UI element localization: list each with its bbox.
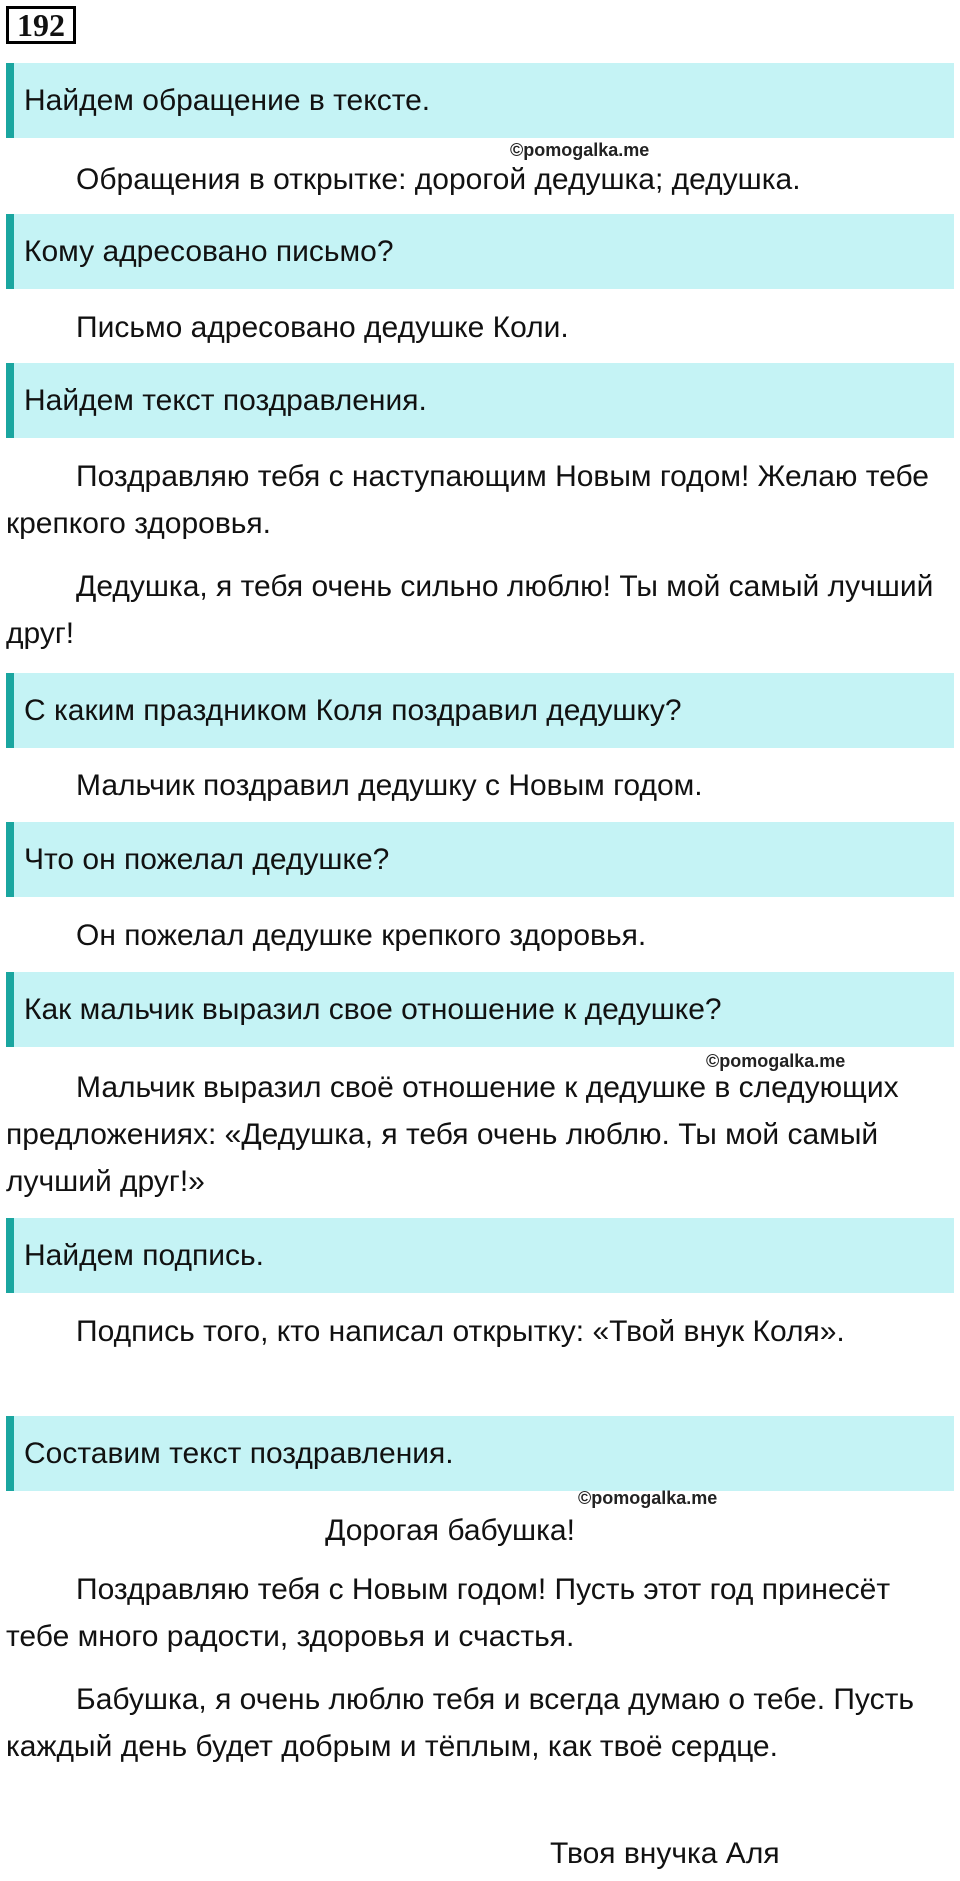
question-3: Найдем текст поздравления. <box>6 363 954 438</box>
task-number: 192 <box>6 6 76 44</box>
answer-4: Мальчик поздравил дедушку с Новым годом. <box>76 769 703 802</box>
answer-3a: Поздравляю тебя с наступающим Новым годом! Желаю тебе крепкого здоровья. <box>6 460 929 540</box>
question-2: Кому адресовано письмо? <box>6 214 954 289</box>
answer-6: Мальчик выразил своё отношение к дедушке в следующих предложениях: «Дедушка, я тебя очень люблю. Ты мой самый лучший друг!» <box>6 1071 899 1198</box>
answer-3b: Дедушка, я тебя очень сильно люблю! Ты мой самый лучший друг! <box>6 570 934 650</box>
watermark-2: ©pomogalka.me <box>706 1051 846 1071</box>
watermark-3: ©pomogalka.me <box>578 1488 718 1508</box>
letter-paragraph-1: Поздравляю тебя с Новым годом! Пусть этот год принесёт тебе много радости, здоровья и счастья. <box>6 1573 891 1653</box>
question-5: Что он пожелал дедушке? <box>6 822 954 897</box>
question-1: Найдем обращение в тексте. <box>6 63 954 138</box>
answer-1: Обращения в открытке: дорогой дедушка; дедушка. <box>76 163 801 196</box>
letter-signature: Твоя внучка Аля <box>550 1837 780 1870</box>
answer-2: Письмо адресовано дедушке Коли. <box>76 311 569 344</box>
question-8: Составим текст поздравления. <box>6 1416 954 1491</box>
answer-5: Он пожелал дедушке крепкого здоровья. <box>76 919 647 952</box>
question-6: Как мальчик выразил свое отношение к дедушке? <box>6 972 954 1047</box>
question-4: С каким праздником Коля поздравил дедушку? <box>6 673 954 748</box>
letter-paragraph-2: Бабушка, я очень люблю тебя и всегда думаю о тебе. Пусть каждый день будет добрым и тёплым, как твоё сердце. <box>6 1683 914 1763</box>
watermark-1: ©pomogalka.me <box>510 140 650 160</box>
question-7: Найдем подпись. <box>6 1218 954 1293</box>
answer-7: Подпись того, кто написал открытку: «Твой внук Коля». <box>76 1315 845 1348</box>
letter-greeting: Дорогая бабушка! <box>325 1514 575 1547</box>
